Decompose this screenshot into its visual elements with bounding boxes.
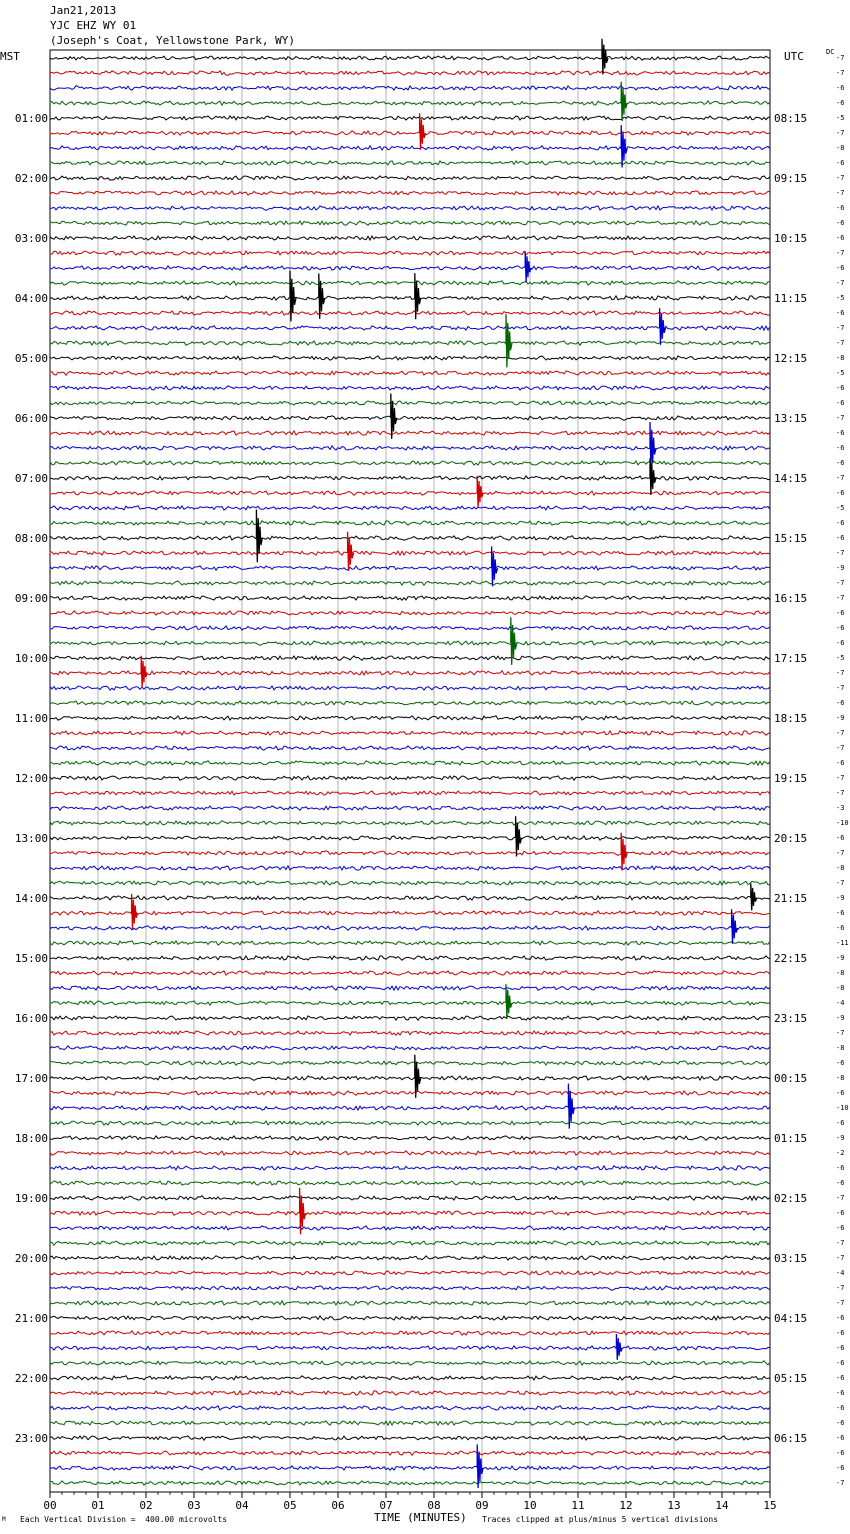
dc-offset-label: -7	[836, 1479, 845, 1487]
dc-offset-label: -10	[836, 1104, 849, 1112]
event-spike	[477, 476, 483, 508]
trace-row	[50, 341, 770, 345]
right-hour-label: 17:15	[774, 652, 808, 665]
trace-row	[50, 731, 770, 735]
trace-row	[50, 431, 770, 435]
trace-row	[50, 71, 770, 75]
dc-offset-label: -6	[836, 84, 845, 92]
right-hour-label: 09:15	[774, 172, 808, 185]
dc-offset-label: -7	[836, 54, 845, 62]
dc-offset-label: -6	[836, 759, 845, 767]
right-hour-label: 01:15	[774, 1132, 808, 1145]
trace-row	[50, 926, 770, 931]
trace-row	[50, 1151, 770, 1155]
trace-row	[50, 1166, 770, 1170]
dc-offset-label: -6	[836, 699, 845, 707]
x-tick-label: 00	[43, 1499, 57, 1512]
dc-offset-label: -5	[836, 369, 845, 377]
trace-row	[50, 1286, 770, 1291]
dc-offset-label: -10	[836, 819, 849, 827]
trace-row	[50, 1091, 770, 1095]
dc-offset-label: -8	[836, 1074, 845, 1082]
left-hour-label: 18:00	[14, 1132, 48, 1145]
trace-row	[50, 56, 770, 60]
event-spike	[415, 273, 421, 319]
dc-offset-label: -7	[836, 189, 845, 197]
event-spike	[506, 314, 512, 367]
event-spike	[732, 909, 738, 944]
dc-offset-label: -7	[836, 594, 845, 602]
trace-row	[50, 821, 770, 825]
dc-offset-label: -2	[836, 1149, 845, 1157]
dc-offset-label: -6	[836, 1449, 845, 1457]
left-hour-label: 22:00	[14, 1372, 48, 1385]
trace-row	[50, 371, 770, 375]
x-tick-label: 04	[235, 1499, 249, 1512]
trace-row	[50, 941, 770, 945]
right-hour-label: 12:15	[774, 352, 808, 365]
dc-offset-label: -6	[836, 624, 845, 632]
event-spike	[256, 510, 262, 563]
dc-offset-label: -6	[836, 1359, 845, 1367]
dc-offset-label: -5	[836, 114, 845, 122]
trace-row	[50, 1061, 770, 1065]
trace-row	[50, 596, 770, 601]
right-timezone-label: UTC	[784, 50, 804, 63]
left-hour-label: 13:00	[14, 832, 48, 845]
trace-row	[50, 806, 770, 810]
left-hour-label: 04:00	[14, 292, 48, 305]
dc-offset-label: -7	[836, 174, 845, 182]
left-hour-label: 17:00	[14, 1072, 48, 1085]
x-tick-label: 03	[187, 1499, 201, 1512]
dc-offset-label: -6	[836, 639, 845, 647]
dc-offset-label: -6	[836, 1164, 845, 1172]
trace-row	[50, 101, 770, 105]
event-spike	[751, 884, 757, 911]
dc-offset-label: -5	[836, 504, 845, 512]
event-spike	[319, 273, 325, 319]
dc-offset-label: -7	[836, 249, 845, 257]
trace-row	[50, 1481, 770, 1485]
trace-row	[50, 1121, 770, 1125]
trace-row	[50, 1271, 770, 1275]
left-hour-label: 20:00	[14, 1252, 48, 1265]
trace-row	[50, 671, 770, 675]
trace-row	[50, 131, 770, 135]
trace-row	[50, 791, 770, 795]
trace-row	[50, 446, 770, 450]
left-hour-label: 10:00	[14, 652, 48, 665]
dc-offset-label: -6	[836, 489, 845, 497]
x-tick-label: 09	[475, 1499, 489, 1512]
trace-row	[50, 206, 770, 211]
left-hour-label: 05:00	[14, 352, 48, 365]
dc-offset-label: -5	[836, 294, 845, 302]
dc-offset-label: -7	[836, 324, 845, 332]
corner-mark: M	[2, 1516, 6, 1523]
trace-row	[50, 386, 770, 390]
trace-row	[50, 236, 770, 240]
dc-offset-label: -7	[836, 849, 845, 857]
trace-row	[50, 356, 770, 360]
dc-offset-label: -6	[836, 924, 845, 932]
right-hour-label: 14:15	[774, 472, 808, 485]
x-tick-label: 02	[139, 1499, 153, 1512]
trace-row	[50, 881, 770, 885]
dc-offset-label: -8	[836, 354, 845, 362]
dc-offset-label: -7	[836, 1284, 845, 1292]
trace-row	[50, 416, 770, 421]
left-hour-label: 21:00	[14, 1312, 48, 1325]
dc-offset-label: -9	[836, 894, 845, 902]
right-hour-label: 10:15	[774, 232, 808, 245]
x-tick-label: 14	[715, 1499, 729, 1512]
header-location: (Joseph's Coat, Yellowstone Park, WY)	[50, 34, 296, 47]
dc-offset-label: -6	[836, 909, 845, 917]
dc-offset-label: -6	[836, 834, 845, 842]
trace-row	[50, 266, 770, 270]
right-hour-label: 16:15	[774, 592, 808, 605]
trace-row	[50, 1316, 770, 1320]
right-hour-label: 02:15	[774, 1192, 808, 1205]
right-hour-label: 00:15	[774, 1072, 808, 1085]
dc-offset-label: -6	[836, 1344, 845, 1352]
dc-offset-label: -6	[836, 204, 845, 212]
dc-offset-label: -7	[836, 774, 845, 782]
x-tick-label: 01	[91, 1499, 105, 1512]
right-hour-label: 20:15	[774, 832, 808, 845]
event-spike	[132, 894, 138, 929]
right-hour-label: 19:15	[774, 772, 808, 785]
dc-offset-label: -7	[836, 129, 845, 137]
trace-row	[50, 296, 770, 300]
dc-offset-label: -6	[836, 1329, 845, 1337]
dc-offset-label: -9	[836, 714, 845, 722]
dc-offset-label: -6	[836, 459, 845, 467]
dc-offset-label: -9	[836, 1134, 845, 1142]
dc-offset-label: -6	[836, 534, 845, 542]
right-hour-label: 21:15	[774, 892, 808, 905]
trace-row	[50, 401, 770, 405]
left-hour-label: 06:00	[14, 412, 48, 425]
dc-offset-label: -7	[836, 579, 845, 587]
right-hour-label: 11:15	[774, 292, 808, 305]
dc-offset-label: -6	[836, 99, 845, 107]
dc-offset-label: -8	[836, 969, 845, 977]
trace-row	[50, 1241, 770, 1245]
trace-row	[50, 1256, 770, 1260]
trace-row	[50, 986, 770, 990]
trace-row	[50, 1406, 770, 1411]
dc-offset-label: -6	[836, 1419, 845, 1427]
trace-row	[50, 1106, 770, 1110]
x-tick-label: 07	[379, 1499, 393, 1512]
x-tick-label: 12	[619, 1499, 633, 1512]
dc-offset-label: -9	[836, 564, 845, 572]
trace-row	[50, 701, 770, 705]
trace-row	[50, 851, 770, 856]
dc-offset-label: -7	[836, 1239, 845, 1247]
dc-offset-label: -6	[836, 384, 845, 392]
clip-note: Traces clipped at plus/minus 5 vertical divisions	[482, 1515, 719, 1524]
right-hour-label: 22:15	[774, 952, 808, 965]
dc-offset-label: -7	[836, 879, 845, 887]
event-spike	[616, 1334, 622, 1360]
left-hour-label: 07:00	[14, 472, 48, 485]
right-hour-label: 23:15	[774, 1012, 808, 1025]
trace-row	[50, 521, 770, 525]
trace-row	[50, 146, 770, 150]
right-hour-label: 05:15	[774, 1372, 808, 1385]
left-hour-label: 23:00	[14, 1432, 48, 1445]
trace-row	[50, 551, 770, 555]
dc-offset-label: -7	[836, 729, 845, 737]
trace-row	[50, 281, 770, 285]
trace-row	[50, 251, 770, 255]
right-hour-label: 18:15	[774, 712, 808, 725]
dc-offset-label: -11	[836, 939, 849, 947]
trace-row	[50, 461, 770, 465]
dc-offset-label: -6	[836, 1464, 845, 1472]
trace-row	[50, 1451, 770, 1455]
trace-row	[50, 1421, 770, 1425]
trace-row	[50, 566, 770, 570]
left-hour-label: 01:00	[14, 112, 48, 125]
dc-offset-label: -7	[836, 789, 845, 797]
x-tick-label: 05	[283, 1499, 297, 1512]
trace-row	[50, 191, 770, 195]
trace-row	[50, 536, 770, 541]
left-hour-label: 03:00	[14, 232, 48, 245]
trace-row	[50, 896, 770, 900]
dc-offset-label: -6	[836, 1209, 845, 1217]
dc-offset-label: -7	[836, 549, 845, 557]
x-axis-title: TIME (MINUTES)	[374, 1511, 467, 1524]
dc-offset-label: -6	[836, 1434, 845, 1442]
left-hour-label: 19:00	[14, 1192, 48, 1205]
trace-row	[50, 746, 770, 750]
dc-offset-label: -4	[836, 1269, 845, 1277]
trace-row	[50, 761, 770, 766]
trace-row	[50, 836, 770, 840]
trace-row	[50, 641, 770, 646]
trace-row	[50, 221, 770, 225]
dc-offset-label: -7	[836, 1254, 845, 1262]
trace-row	[50, 656, 770, 660]
trace-row	[50, 1436, 770, 1440]
dc-offset-label: -6	[836, 429, 845, 437]
dc-offset-label: -6	[836, 234, 845, 242]
trace-row	[50, 956, 770, 960]
dc-label: DC	[826, 48, 835, 56]
trace-row	[50, 1376, 770, 1380]
trace-row	[50, 476, 770, 480]
x-axis	[43, 1492, 776, 1512]
trace-row	[50, 1076, 770, 1081]
trace-row	[50, 1181, 770, 1185]
dc-offset-label: -6	[836, 444, 845, 452]
header-station: YJC EHZ WY 01	[50, 19, 137, 32]
left-hour-label: 16:00	[14, 1012, 48, 1025]
dc-offset-label: -7	[836, 69, 845, 77]
trace-row	[50, 1331, 770, 1335]
trace-row	[50, 116, 770, 120]
x-tick-label: 10	[523, 1499, 537, 1512]
trace-row	[50, 161, 770, 165]
trace-row	[50, 776, 770, 780]
left-hour-label: 11:00	[14, 712, 48, 725]
dc-offset-label: -6	[836, 1089, 845, 1097]
trace-row	[50, 491, 770, 495]
dc-offset-label: -6	[836, 609, 845, 617]
dc-offset-label: -6	[836, 309, 845, 317]
dc-offset-label: -6	[836, 519, 845, 527]
event-spike	[290, 271, 296, 322]
dc-offset-label: -7	[836, 744, 845, 752]
dc-offset-label: -4	[836, 999, 845, 1007]
dc-offset-label: -9	[836, 954, 845, 962]
trace-row	[50, 1301, 770, 1305]
dc-offset-label: -6	[836, 1179, 845, 1187]
right-hour-label: 08:15	[774, 112, 808, 125]
dc-offset-label: -9	[836, 1014, 845, 1022]
header-date: Jan21,2013	[50, 4, 117, 17]
dc-offset-label: -6	[836, 219, 845, 227]
event-spike	[602, 39, 608, 75]
left-hour-label: 09:00	[14, 592, 48, 605]
trace-row	[50, 1196, 770, 1201]
left-hour-label: 08:00	[14, 532, 48, 545]
dc-offset-label: -5	[836, 654, 845, 662]
trace-row	[50, 1391, 770, 1395]
trace-row	[50, 971, 770, 976]
dc-offset-label: -6	[836, 399, 845, 407]
trace-row	[50, 1136, 770, 1140]
trace-row	[50, 1001, 770, 1005]
right-hour-label: 15:15	[774, 532, 808, 545]
trace-row	[50, 866, 770, 870]
trace-rows	[50, 56, 770, 1485]
dc-offset-label: -6	[836, 1374, 845, 1382]
left-hour-label: 14:00	[14, 892, 48, 905]
dc-offset-label: -7	[836, 684, 845, 692]
dc-offset-label: -6	[836, 1119, 845, 1127]
dc-offset-label: -6	[836, 1059, 845, 1067]
x-tick-label: 15	[763, 1499, 777, 1512]
dc-offset-label: -7	[836, 414, 845, 422]
dc-offset-label: -6	[836, 264, 845, 272]
x-tick-label: 13	[667, 1499, 681, 1512]
x-tick-label: 11	[571, 1499, 585, 1512]
scale-note: Each Vertical Division = 400.00 microvolts	[20, 1515, 228, 1524]
trace-row	[50, 1211, 770, 1215]
dc-offset-label: -3	[836, 804, 845, 812]
dc-offset-label: -8	[836, 144, 845, 152]
trace-row	[50, 86, 770, 90]
dc-offset-label: -8	[836, 864, 845, 872]
trace-row	[50, 1226, 770, 1230]
plot-frame	[50, 50, 770, 1492]
right-hour-label: 06:15	[774, 1432, 808, 1445]
dc-offset-label: -7	[836, 279, 845, 287]
right-hour-label: 04:15	[774, 1312, 808, 1325]
dc-offset-label: -7	[836, 669, 845, 677]
trace-row	[50, 1046, 770, 1050]
trace-row	[50, 1361, 770, 1366]
dc-offset-label: -6	[836, 1224, 845, 1232]
trace-row	[50, 911, 770, 915]
left-hour-label: 15:00	[14, 952, 48, 965]
dc-offset-label: -8	[836, 1044, 845, 1052]
dc-offset-label: -6	[836, 1314, 845, 1322]
trace-row	[50, 716, 770, 720]
dc-offset-label: -6	[836, 1404, 845, 1412]
trace-row	[50, 1346, 770, 1350]
left-hour-label: 12:00	[14, 772, 48, 785]
x-tick-label: 06	[331, 1499, 345, 1512]
right-hour-label: 03:15	[774, 1252, 808, 1265]
dc-offset-label: -6	[836, 1389, 845, 1397]
trace-row	[50, 686, 770, 690]
trace-row	[50, 581, 770, 585]
trace-row	[50, 611, 770, 615]
trace-row	[50, 506, 770, 510]
minute-gridlines	[50, 50, 770, 1492]
dc-offset-label: -7	[836, 1299, 845, 1307]
dc-offset-label: -8	[836, 984, 845, 992]
trace-row	[50, 1031, 770, 1036]
dc-offset-label: -7	[836, 1029, 845, 1037]
trace-row	[50, 626, 770, 630]
trace-row	[50, 176, 770, 180]
right-hour-label: 13:15	[774, 412, 808, 425]
left-timezone-label: MST	[0, 50, 20, 63]
dc-offset-label: -7	[836, 1194, 845, 1202]
left-hour-label: 02:00	[14, 172, 48, 185]
dc-offset-label: -6	[836, 159, 845, 167]
dc-offset-label: -7	[836, 339, 845, 347]
dc-offset-label: -7	[836, 474, 845, 482]
x-tick-label: 08	[427, 1499, 441, 1512]
trace-row	[50, 1466, 770, 1471]
trace-row	[50, 1016, 770, 1020]
